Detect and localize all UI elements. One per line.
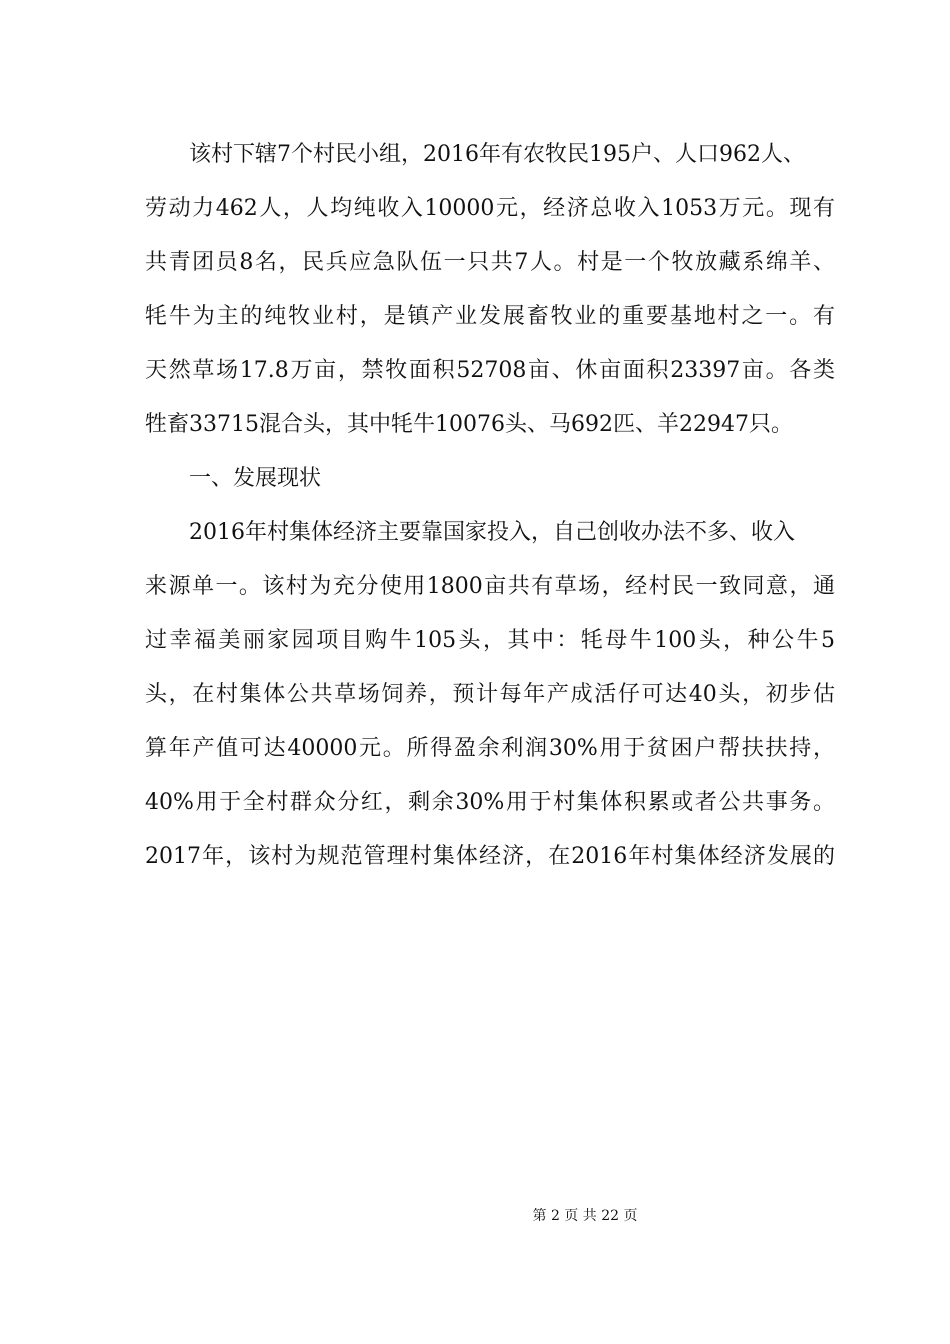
text-line-9: 来源单一。该村为充分使用1800亩共有草场，经村民一致同意，通 xyxy=(145,574,835,599)
text-line-12: 算年产值可达40000元。所得盈余利润30%用于贫困户帮扶扶持， xyxy=(145,736,835,761)
text-line-2: 劳动力462人，人均纯收入10000元，经济总收入1053万元。现有 xyxy=(145,196,835,221)
text-line-4: 牦牛为主的纯牧业村，是镇产业发展畜牧业的重要基地村之一。有 xyxy=(145,304,835,329)
text-line-5: 天然草场17.8万亩，禁牧面积52708亩、休亩面积23397亩。各类 xyxy=(145,358,835,383)
text-line-3: 共青团员8名，民兵应急队伍一只共7人。村是一个牧放藏系绵羊、 xyxy=(145,250,835,275)
text-line-14: 2017年，该村为规范管理村集体经济，在2016年村集体经济发展的 xyxy=(145,844,835,869)
text-line-11: 头，在村集体公共草场饲养，预计每年产成活仔可达40头，初步估 xyxy=(145,682,835,707)
document-body xyxy=(145,128,835,884)
text-line-8: 2016年村集体经济主要靠国家投入，自己创收办法不多、收入 xyxy=(189,520,795,545)
section-heading: 一、发展现状 xyxy=(189,466,322,491)
page-number-footer: 第 2 页 共 22 页 xyxy=(532,1208,638,1224)
text-line-10: 过幸福美丽家园项目购牛105头，其中：牦母牛100头，种公牛5 xyxy=(145,628,835,653)
text-line-1: 该村下辖7个村民小组，2016年有农牧民195户、人口962人、 xyxy=(189,142,805,167)
text-line-13: 40%用于全村群众分红，剩余30%用于村集体积累或者公共事务。 xyxy=(145,790,835,815)
text-line-6: 牲畜33715混合头，其中牦牛10076头、马692匹、羊22947只。 xyxy=(145,412,793,437)
